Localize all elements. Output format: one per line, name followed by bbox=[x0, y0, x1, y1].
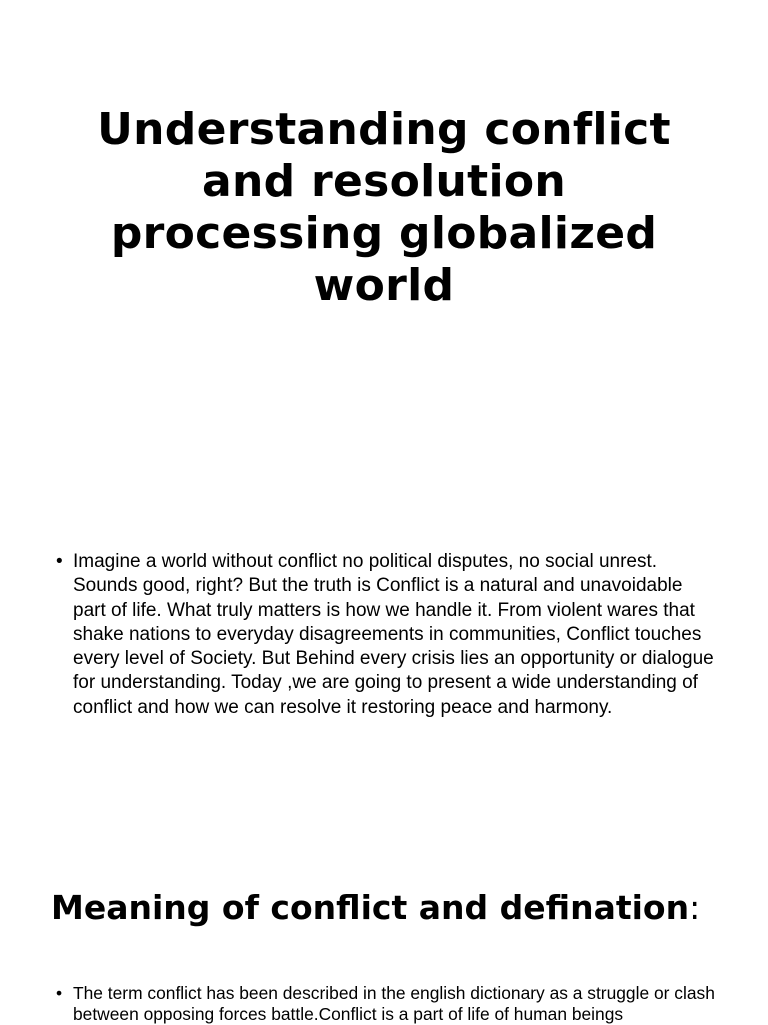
bullet-marker: • bbox=[56, 551, 63, 572]
bullet-marker: • bbox=[56, 983, 63, 1003]
intro-bullet-item bbox=[56, 550, 716, 720]
section-heading bbox=[51, 889, 731, 927]
definition-bullet-list bbox=[56, 983, 718, 1025]
definition-paragraph: The term conflict has been described in the english dictionary as a struggle or clash between opposing forces battle.Conflict is a part of life of human beings bbox=[73, 983, 715, 1024]
section-heading-colon: : bbox=[689, 888, 701, 927]
section-heading-text: Meaning of conflict and defination bbox=[51, 888, 690, 927]
definition-bullet-item bbox=[56, 983, 718, 1025]
intro-bullet-list bbox=[56, 550, 716, 720]
intro-paragraph: Imagine a world without conflict no political disputes, no social unrest. Sounds good, right? But the truth is Conflict is a natural and unavoidable part of life. What truly matters is how we handle it. From violent wares that shake nations to everyday disagreements in communities, Conflict touches every level of Society. But Behind every crisis lies an opportunity or dialogue for understanding. Today ,we are going to present a wide understanding of conflict and how we can resolve it restoring peace and harmony. bbox=[73, 551, 714, 718]
slide-title: Understanding conflict and resolution processing globalized world bbox=[97, 104, 671, 311]
